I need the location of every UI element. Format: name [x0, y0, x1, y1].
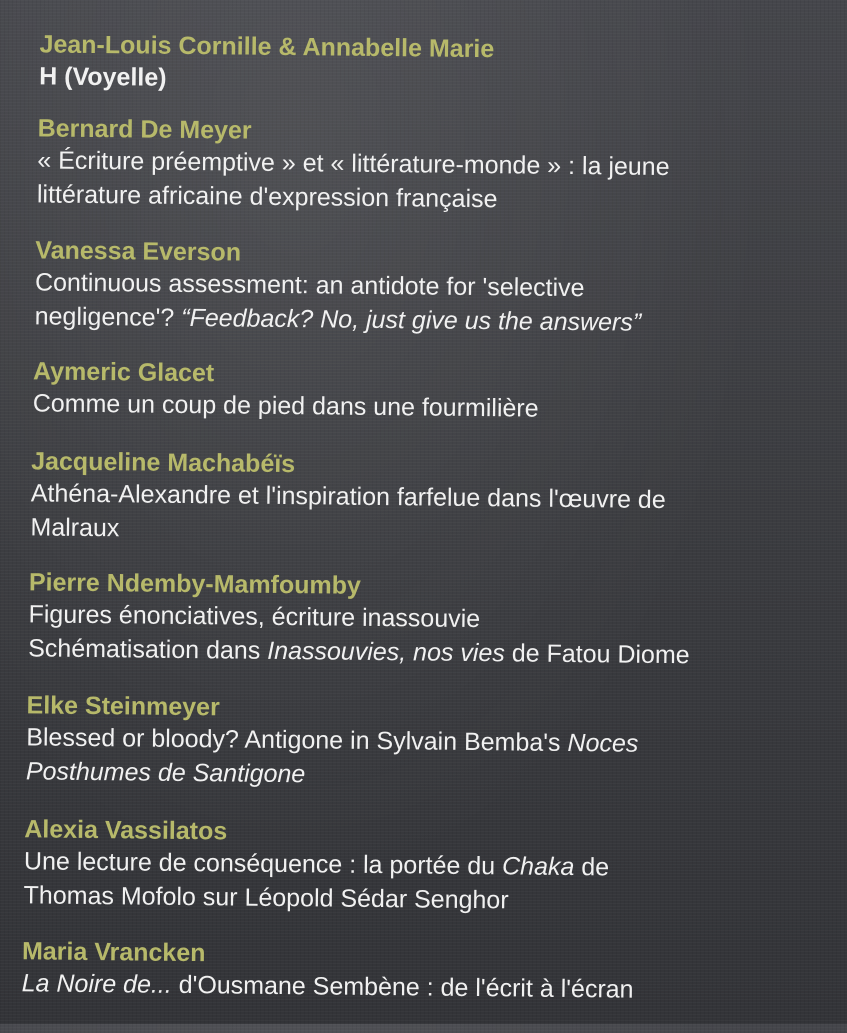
entry-title — [39, 59, 847, 102]
toc-entry-machabeis — [30, 446, 847, 553]
italic-quote: “Feedback? No, just give us the answers” — [181, 303, 642, 337]
title-line: Thomas Mofolo sur Léopold Sédar Senghor — [23, 881, 509, 915]
italic-book-title: Inassouvies, nos vies — [267, 636, 505, 668]
toc-entry-everson — [35, 235, 847, 342]
title-line: « Écriture préemptive » et « littérature-monde » : la jeune — [37, 146, 670, 182]
entry-author: Maria Vrancken — [21, 937, 206, 968]
title-line: Une lecture de conséquence : la portée du Chaka de — [23, 847, 610, 882]
title-line: Athéna-Alexandre et l'inspiration farfelue dans l'œuvre de — [30, 479, 666, 514]
italic-book-title: Posthumes de Santigone — [25, 757, 306, 789]
title-line: Schématisation dans Inassouvies, nos vies de Fatou Diome — [28, 634, 690, 670]
title-line: Figures énonciatives, écriture inassouvie — [28, 600, 481, 634]
title-line: H (Voyelle) — [39, 62, 167, 92]
entry-title — [35, 265, 847, 342]
entry-title — [30, 476, 847, 553]
entry-author: Vanessa Everson — [35, 236, 242, 267]
title-line: La Noire de... d'Ousmane Sembène : de l'écrit à l'écran — [21, 969, 634, 1004]
title-line: Blessed or bloody? Antigone in Sylvain Bemba's Noces — [26, 723, 639, 758]
toc-entry-glacet — [33, 356, 847, 429]
toc-entry-cornille-marie — [39, 29, 847, 102]
italic-book-title: La Noire de... — [21, 969, 172, 999]
entry-title — [23, 844, 844, 921]
title-line: Comme un coup de pied dans une fourmilière — [32, 389, 539, 423]
toc-entry-de-meyer — [37, 113, 847, 220]
entry-author: Alexia Vassilatos — [24, 815, 228, 846]
title-line: negligence'? “Feedback? No, just give us the answers” — [34, 302, 642, 337]
entry-author: Aymeric Glacet — [32, 357, 215, 388]
entry-author: Jean-Louis Cornille & Annabelle Marie — [39, 30, 495, 64]
toc-entry-vrancken — [22, 936, 843, 1009]
toc-entry-ndemby-mamfoumby — [28, 567, 847, 674]
italic-book-title: Chaka — [501, 852, 575, 882]
entry-title — [28, 597, 847, 674]
toc-entry-steinmeyer — [26, 690, 847, 797]
title-line — [26, 754, 846, 797]
entry-title — [22, 966, 842, 1009]
title-line: littérature africaine d'expression française — [36, 180, 498, 214]
entry-author: Bernard De Meyer — [37, 114, 252, 145]
toc-entry-vassilatos — [23, 814, 844, 921]
entry-title — [33, 386, 847, 429]
italic-book-title: Noces — [567, 728, 639, 758]
title-line: Malraux — [30, 513, 120, 543]
entry-title — [37, 143, 847, 220]
entry-author: Elke Steinmeyer — [26, 691, 220, 722]
title-line: Continuous assessment: an antidote for 'selective — [34, 268, 585, 303]
entry-author: Pierre Ndemby-Mamfoumby — [28, 568, 362, 600]
entry-author: Jacqueline Machabéïs — [31, 447, 296, 479]
entry-title — [26, 720, 847, 797]
